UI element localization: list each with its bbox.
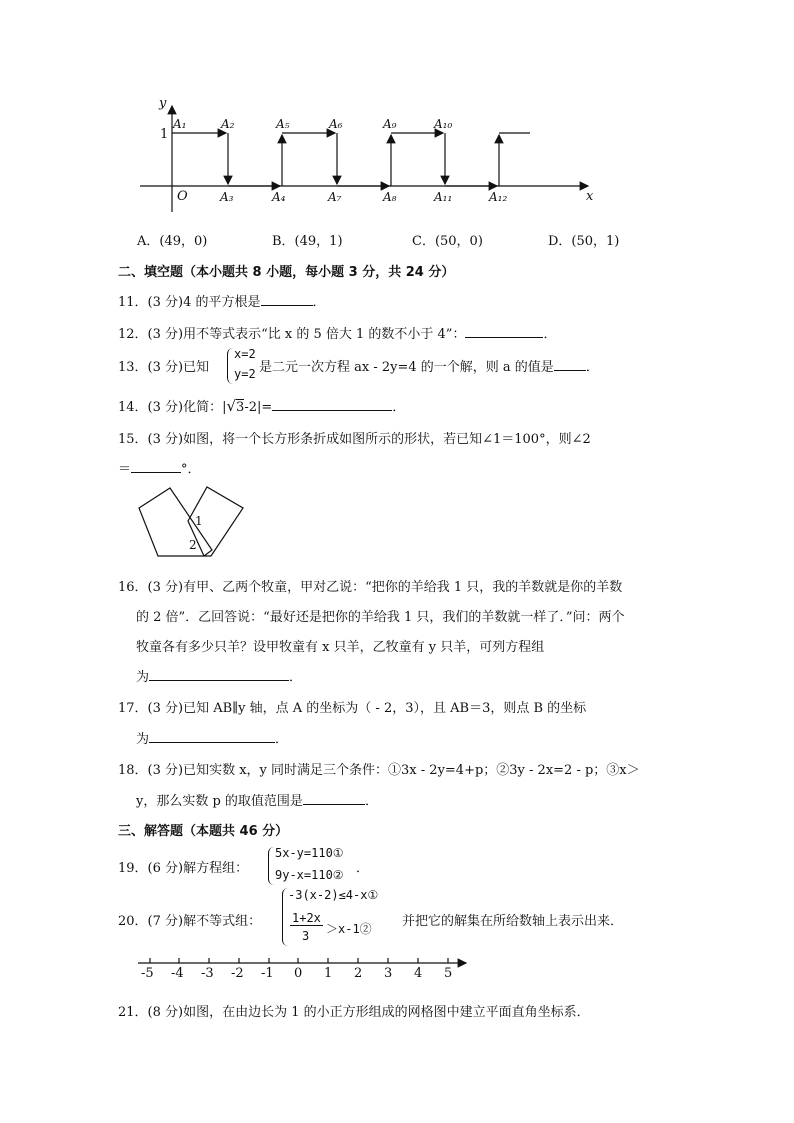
equation-line: y=2	[234, 367, 256, 381]
question-text: 为	[136, 670, 150, 685]
question-number: 11．(3 分)	[118, 295, 184, 310]
question-16-line3: 牧童各有多少只羊？设甲牧童有 x 只羊，乙牧童有 y 只羊，可列方程组	[136, 640, 545, 655]
inequality-rest: ＞x-1②	[326, 922, 372, 936]
equation-line: 9y-x=110②	[275, 868, 344, 882]
question-number: 18．(3 分)	[118, 763, 184, 778]
question-number: 14．(3 分)	[118, 400, 184, 415]
question-number: 20．(7 分)	[118, 914, 184, 929]
question-text: 如图，将一个长方形条折成如图所示的形状，若已知∠1＝100°，则∠2	[183, 432, 591, 447]
point-label: A₆	[329, 117, 343, 131]
question-end: ．	[392, 400, 406, 415]
option-c: C．(50，0)	[412, 234, 483, 249]
tick-one-label: 1	[160, 127, 169, 142]
question-text: 化简：|	[183, 400, 227, 415]
angle-label: 2	[189, 538, 197, 552]
number-line-tick-label: -2	[231, 966, 244, 981]
sqrt-arg: 3	[236, 400, 245, 415]
equation-line: 5x-y=110①	[275, 846, 344, 860]
number-line-tick-label: 1	[324, 966, 333, 981]
question-end: ．	[289, 670, 303, 685]
question-text: -2|=	[244, 400, 273, 415]
point-label: A₂	[221, 117, 235, 131]
number-line-tick-label: 5	[444, 966, 453, 981]
number-line-tick-label: 2	[354, 966, 363, 981]
x-axis-label: x	[586, 189, 594, 204]
question-end: ．	[275, 732, 289, 747]
fraction-denominator: 3	[302, 929, 310, 943]
question-number: 19．(6 分)	[118, 861, 184, 876]
question-end: ．	[356, 861, 370, 876]
option-b: B．(49，1)	[272, 234, 343, 249]
option-a: A．(49，0)	[137, 234, 208, 249]
point-label: A₈	[383, 190, 397, 204]
question-text: 解不等式组：	[183, 914, 262, 929]
point-label: A₁	[173, 117, 187, 131]
question-text: 已知	[183, 360, 210, 375]
inequality-line: -3(x-2)≤4-x①	[288, 888, 379, 902]
question-16-line2: 的 2 倍”．乙回答说：“最好还是把你的羊给我 1 只，我们的羊数就一样了．”问：两个	[136, 610, 625, 625]
number-line-tick-label: 3	[384, 966, 393, 981]
question-text: 已知实数 x，y 同时满足三个条件：①3x - 2y=4+p；②3y - 2x=2 - p；③x＞	[183, 763, 640, 778]
question-end: ．	[312, 295, 326, 310]
point-label: A₄	[272, 190, 286, 204]
origin-label: O	[177, 189, 188, 204]
number-line-tick-label: -5	[141, 966, 154, 981]
question-end: ．	[364, 794, 378, 809]
number-line-tick-label: -4	[171, 966, 184, 981]
number-line-tick-label: -1	[261, 966, 274, 981]
point-label: A₅	[276, 117, 290, 131]
question-text: 并把它的解集在所给数轴上表示出来．	[402, 914, 624, 929]
question-text: 有甲、乙两个牧童，甲对乙说：“把你的羊给我 1 只，我的羊数就是你的羊数	[183, 580, 623, 595]
question-end: ．	[585, 360, 599, 375]
fraction-numerator: 1+2x	[292, 911, 321, 925]
point-label: A₁₂	[489, 190, 508, 204]
point-label: A₃	[220, 190, 234, 204]
point-label: A₁₁	[434, 190, 453, 204]
point-label: A₇	[328, 190, 342, 204]
angle-label: 1	[195, 514, 203, 528]
question-text: 如图，在由边长为 1 的小正方形组成的网格图中建立平面直角坐标系．	[183, 1005, 590, 1020]
question-number: 17．(3 分)	[118, 701, 184, 716]
question-text: 是二元一次方程 ax - 2y=4 的一个解，则 a 的值是	[259, 360, 554, 375]
number-line-tick-label: 4	[414, 966, 423, 981]
point-label: A₁₀	[434, 117, 453, 131]
question-text: 4 的平方根是	[183, 295, 261, 310]
point-label: A₉	[383, 117, 397, 131]
sqrt-sign: √	[226, 397, 237, 415]
question-text: 用不等式表示“比 x 的 5 倍大 1 的数不小于 4”：	[183, 327, 466, 342]
question-number: 16．(3 分)	[118, 580, 184, 595]
question-number: 15．(3 分)	[118, 432, 184, 447]
section-title: 二、填空题（本小题共 8 小题，每小题 3 分，共 24 分）	[118, 265, 455, 280]
question-number: 12．(3 分)	[118, 327, 184, 342]
equation-line: x=2	[234, 347, 256, 361]
question-text: 已知 AB∥y 轴，点 A 的坐标为（ - 2，3），且 AB＝3，则点 B 的坐标	[183, 701, 587, 716]
number-line-tick-label: 0	[294, 966, 303, 981]
question-text: 为	[136, 732, 150, 747]
option-d: D．(50，1)	[548, 234, 620, 249]
question-text: ＝	[118, 462, 132, 477]
question-number: 13．(3 分)	[118, 360, 184, 375]
question-text: 解方程组：	[183, 861, 249, 876]
question-end: °．	[181, 462, 201, 477]
number-line-tick-label: -3	[201, 966, 214, 981]
question-21	[118, 1001, 590, 1020]
question-number: 21．(8 分)	[118, 1005, 184, 1020]
question-text: y，那么实数 p 的取值范围是	[136, 794, 303, 809]
section-title: 三、解答题（本题共 46 分）	[118, 824, 289, 839]
question-end: ．	[543, 327, 557, 342]
y-axis-label: y	[159, 96, 167, 111]
